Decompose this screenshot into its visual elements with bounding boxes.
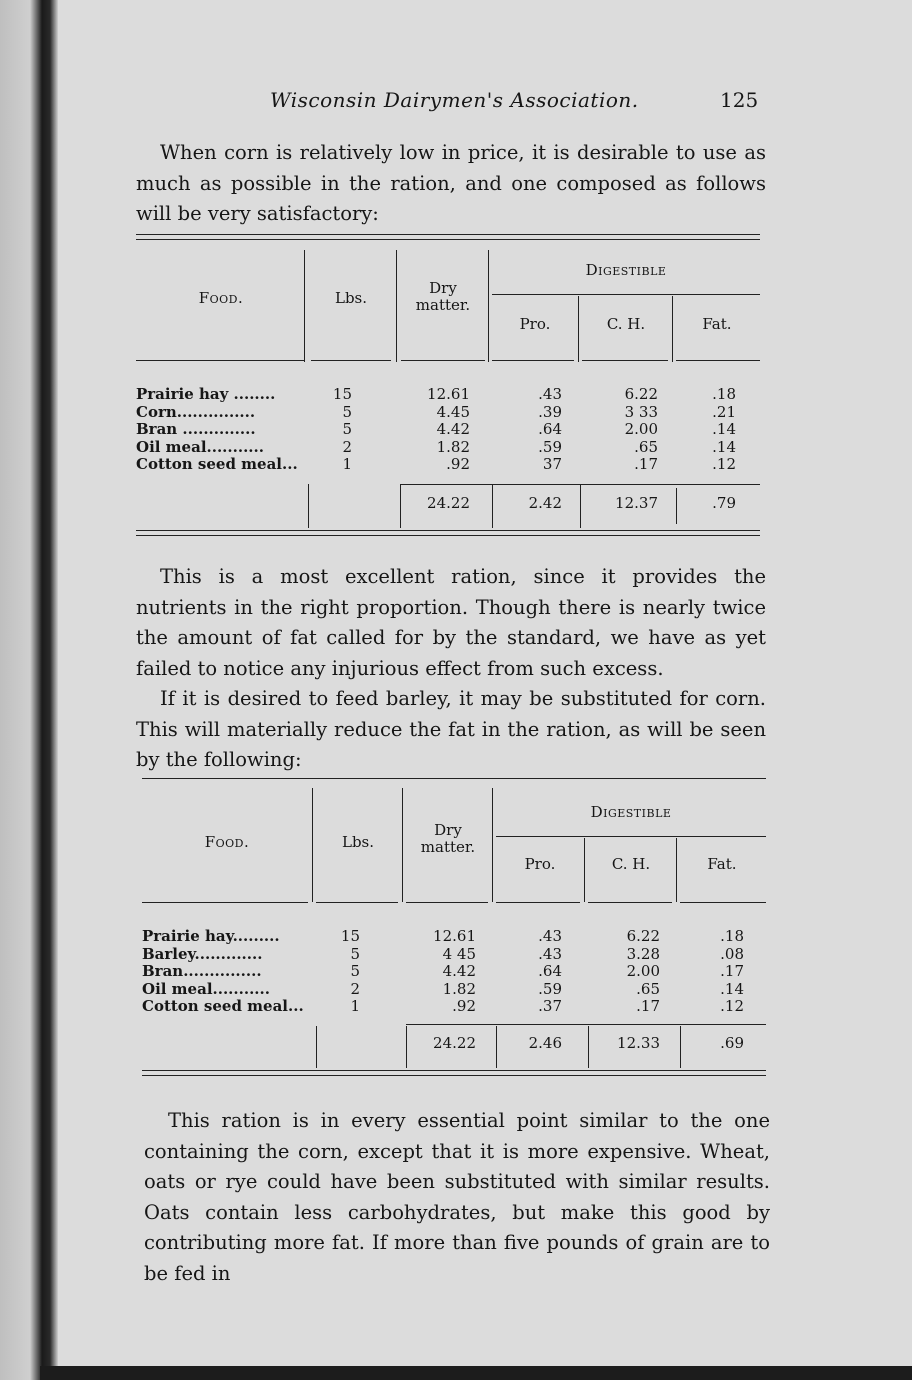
table-top-rule	[142, 778, 766, 779]
column-divider	[396, 250, 397, 362]
total-carbohydrates: 12.37	[615, 494, 658, 512]
header-rule	[311, 360, 391, 361]
header-dry-matter: Dry matter.	[415, 279, 471, 314]
dry-matter-cell: 4.42	[442, 962, 476, 980]
food-name-cell: Barley.............	[142, 944, 263, 963]
food-name-cell: Prairie hay ........	[136, 385, 276, 403]
ration-table-corn	[136, 234, 760, 540]
paragraph-excellent-ration: This is a most excellent ration, since it provides the nutrients in the right proportion. Though there is nearly twice the amount of fat called for by the standard, we have as yet failed to notice any injurious effect from such excess.	[136, 565, 766, 680]
carbohydrates-cell: .17	[634, 455, 658, 473]
table-bottom-rule	[136, 535, 760, 536]
dry-matter-cell: 1.82	[442, 979, 476, 998]
food-name-cell: Bran...............	[142, 962, 262, 980]
carbohydrates-cell: 3 33	[624, 402, 658, 421]
table-top-rule	[136, 239, 760, 240]
book-spine-shadow	[0, 0, 58, 1380]
lbs-cell: 1	[350, 997, 360, 1015]
column-divider	[488, 250, 489, 362]
lbs-cell: 5	[342, 420, 352, 438]
fat-cell: .14	[712, 437, 736, 456]
header-protein: Pro.	[519, 315, 551, 333]
column-divider	[672, 296, 673, 362]
column-divider	[316, 1026, 317, 1068]
totals-rule	[400, 484, 760, 485]
dry-matter-cell: 12.61	[433, 927, 476, 945]
carbohydrates-cell: .65	[634, 437, 658, 456]
header-food: Food.	[198, 289, 244, 307]
header-rule	[401, 360, 485, 361]
carbohydrates-cell: 2.00	[624, 420, 658, 438]
column-divider	[676, 488, 677, 524]
lbs-cell: 15	[332, 385, 352, 403]
column-divider	[496, 1026, 497, 1068]
column-divider	[400, 484, 401, 528]
header-rule	[142, 902, 308, 903]
fat-cell: .18	[712, 385, 736, 403]
header-digestible: Digestible	[585, 261, 667, 279]
carbohydrates-cell: 6.22	[626, 927, 660, 945]
column-divider	[492, 788, 493, 902]
protein-cell: .64	[538, 420, 562, 438]
carbohydrates-cell: .17	[636, 997, 660, 1015]
protein-cell: .59	[538, 979, 562, 998]
column-divider	[580, 484, 581, 528]
protein-cell: .59	[538, 437, 562, 456]
header-protein: Pro.	[524, 855, 556, 873]
header-carbohydrates: C. H.	[611, 855, 651, 873]
column-divider	[676, 838, 677, 902]
lbs-cell: 5	[350, 962, 360, 980]
dry-matter-cell: 4.45	[436, 402, 470, 421]
table-bottom-rule	[136, 530, 760, 531]
header-rule	[406, 902, 488, 903]
protein-cell: .39	[538, 402, 562, 421]
table-bottom-rule	[142, 1075, 766, 1076]
food-name-cell: Oil meal...........	[136, 437, 264, 456]
fat-cell: .18	[720, 927, 744, 945]
protein-cell: .43	[538, 927, 562, 945]
table-top-rule	[136, 234, 760, 235]
header-lbs: Lbs.	[341, 833, 375, 851]
table-bottom-rule	[142, 1070, 766, 1071]
dry-matter-cell: .92	[446, 455, 470, 473]
header-rule	[676, 360, 760, 361]
carbohydrates-cell: 3.28	[626, 944, 660, 963]
fat-cell: .14	[720, 979, 744, 998]
header-rule	[588, 902, 672, 903]
paragraph-comparison: This ration is in every essential point similar to the one containing the corn, except that it is more expensive. Wheat, oats or rye could have been substituted with similar results. Oats contain less carbohydrates, but make this good by contributing more fat. If more than five pounds of grain are to be fed in	[144, 1109, 770, 1285]
totals-rule	[406, 1024, 766, 1025]
food-name-cell: Oil meal...........	[142, 979, 270, 998]
header-rule	[582, 360, 668, 361]
protein-cell: .43	[538, 385, 562, 403]
book-page	[58, 0, 912, 1366]
column-divider	[680, 1026, 681, 1068]
digestible-rule	[492, 294, 760, 295]
fat-cell: .21	[712, 402, 736, 421]
carbohydrates-cell: .65	[636, 979, 660, 998]
running-title: Wisconsin Dairymen's Association.	[270, 88, 639, 112]
ration-table-barley	[142, 778, 766, 1084]
running-header	[58, 88, 912, 118]
column-divider	[406, 1026, 407, 1068]
lbs-cell: 2	[342, 437, 352, 456]
header-rule	[316, 902, 398, 903]
total-protein: 2.46	[528, 1034, 562, 1052]
header-digestible: Digestible	[590, 803, 672, 821]
dry-matter-cell: 4 45	[442, 944, 476, 963]
column-divider	[304, 250, 305, 362]
dry-matter-cell: 1.82	[436, 437, 470, 456]
header-rule	[492, 360, 574, 361]
fat-cell: .08	[720, 944, 744, 963]
protein-cell: .37	[538, 997, 562, 1015]
protein-cell: .64	[538, 962, 562, 980]
fat-cell: .14	[712, 420, 736, 438]
digestible-rule	[496, 836, 766, 837]
header-food: Food.	[204, 833, 250, 851]
header-rule	[136, 360, 304, 361]
carbohydrates-cell: 6.22	[624, 385, 658, 403]
total-fat: .79	[712, 494, 736, 512]
header-rule	[680, 902, 766, 903]
fat-cell: .12	[720, 997, 744, 1015]
column-divider	[308, 484, 309, 528]
column-divider	[584, 838, 585, 902]
dry-matter-cell: 4.42	[436, 420, 470, 438]
column-divider	[588, 1026, 589, 1068]
header-rule	[496, 902, 580, 903]
carbohydrates-cell: 2.00	[626, 962, 660, 980]
paragraph-intro: When corn is relatively low in price, it is desirable to use as much as possible in the ration, and one composed as follows will be very satisfactory:	[136, 141, 766, 225]
food-name-cell: Prairie hay.........	[142, 927, 280, 945]
header-carbohydrates: C. H.	[606, 315, 646, 333]
protein-cell: 37	[542, 455, 562, 473]
page-bottom-shadow	[40, 1366, 912, 1380]
food-name-cell: Cotton seed meal...	[136, 455, 298, 473]
lbs-cell: 5	[342, 402, 352, 421]
total-dry-matter: 24.22	[427, 494, 470, 512]
food-name-cell: Corn...............	[136, 402, 256, 421]
fat-cell: .12	[712, 455, 736, 473]
lbs-cell: 2	[350, 979, 360, 998]
header-lbs: Lbs.	[334, 289, 368, 307]
total-protein: 2.42	[528, 494, 562, 512]
dry-matter-cell: 12.61	[427, 385, 470, 403]
lbs-cell: 15	[340, 927, 360, 945]
total-fat: .69	[720, 1034, 744, 1052]
fat-cell: .17	[720, 962, 744, 980]
column-divider	[312, 788, 313, 902]
header-fat: Fat.	[707, 855, 737, 873]
column-divider	[578, 296, 579, 362]
page-number: 125	[720, 88, 759, 112]
protein-cell: .43	[538, 944, 562, 963]
column-divider	[402, 788, 403, 902]
header-dry-matter: Dry matter.	[420, 821, 476, 856]
dry-matter-cell: .92	[452, 997, 476, 1015]
column-divider	[492, 484, 493, 528]
food-name-cell: Cotton seed meal...	[142, 997, 304, 1015]
total-dry-matter: 24.22	[433, 1034, 476, 1052]
total-carbohydrates: 12.33	[617, 1034, 660, 1052]
paragraph-barley: If it is desired to feed barley, it may be substituted for corn. This will materially reduce the fat in the ration, as will be seen by the following:	[136, 687, 766, 771]
food-name-cell: Bran ..............	[136, 420, 256, 438]
lbs-cell: 5	[350, 944, 360, 963]
header-fat: Fat.	[702, 315, 732, 333]
lbs-cell: 1	[342, 455, 352, 473]
